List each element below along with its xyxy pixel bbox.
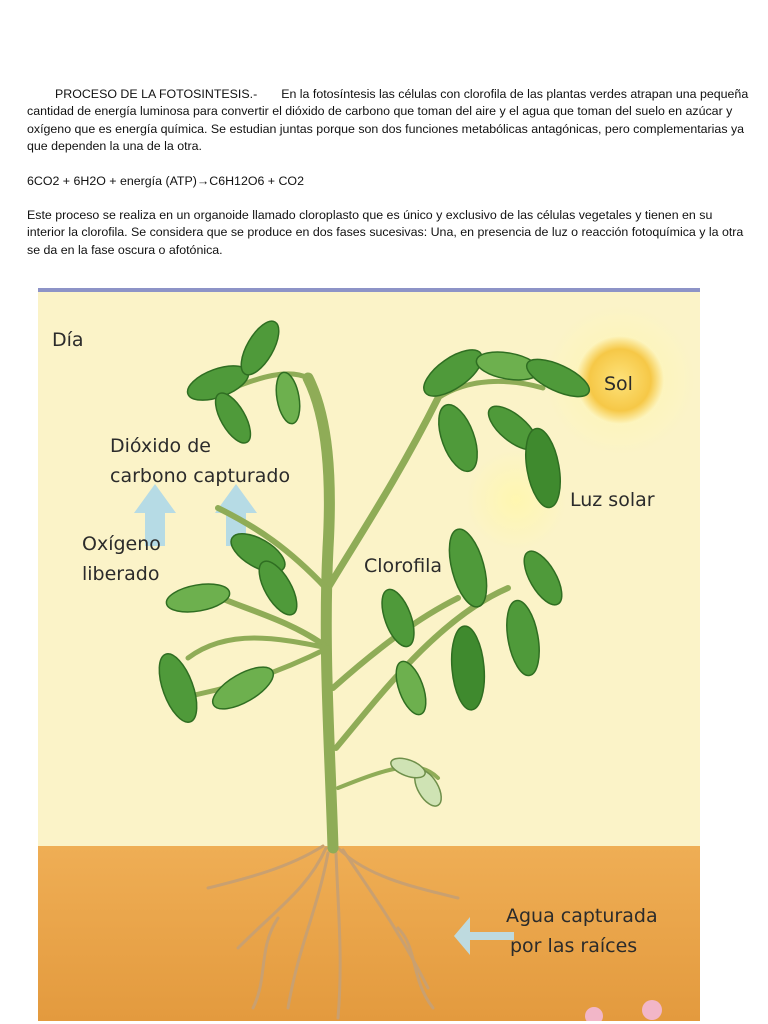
chemical-equation: 6CO2 + 6H2O + energía (ATP)→C6H12O6 + CO2 — [27, 173, 304, 188]
document-heading: PROCESO DE LA FOTOSINTESIS.- — [55, 87, 258, 101]
photosynthesis-illustration — [38, 288, 700, 1021]
label-oxygen-line1: Oxígeno — [82, 533, 161, 555]
illustration-canvas — [38, 288, 700, 1021]
label-oxygen-line2: liberado — [82, 563, 160, 585]
soil-ground — [38, 846, 700, 1021]
label-day: Día — [52, 329, 84, 351]
document-body — [27, 86, 749, 276]
label-chlorophyll: Clorofila — [364, 555, 443, 577]
intro-paragraph — [27, 86, 749, 156]
label-sunlight: Luz solar — [570, 489, 655, 511]
paragraph-1-text: En la fotosíntesis las células con clorofila de las plantas verdes atrapan una pequeña cantidad de energía luminosa para convertir el dióxido de carbono que toman del aire y el agua que toman del suelo en azúcar y oxígeno que es energía química. Se estudian juntas porque son dos funciones metabólicas antagónicas, pero complementarias ya que dependen la una de la otra. — [27, 87, 749, 154]
label-co2-line2: carbono capturado — [110, 465, 291, 487]
flower-icon — [642, 1000, 662, 1020]
label-water-line1: Agua capturada — [506, 905, 658, 927]
label-sun: Sol — [604, 373, 633, 395]
paragraph-2: Este proceso se realiza en un organoide llamado cloroplasto que es único y exclusivo de las células vegetales y tienen en su interior la clorofila. Se considera que se produce en dos fases sucesivas: Una, en presencia de luz o reacción fotoquímica y la otra se da en la fase oscura o afotónica. — [27, 208, 744, 257]
label-water-line2: por las raíces — [510, 935, 638, 957]
label-co2-line1: Dióxido de — [110, 435, 211, 457]
top-border — [38, 288, 700, 292]
